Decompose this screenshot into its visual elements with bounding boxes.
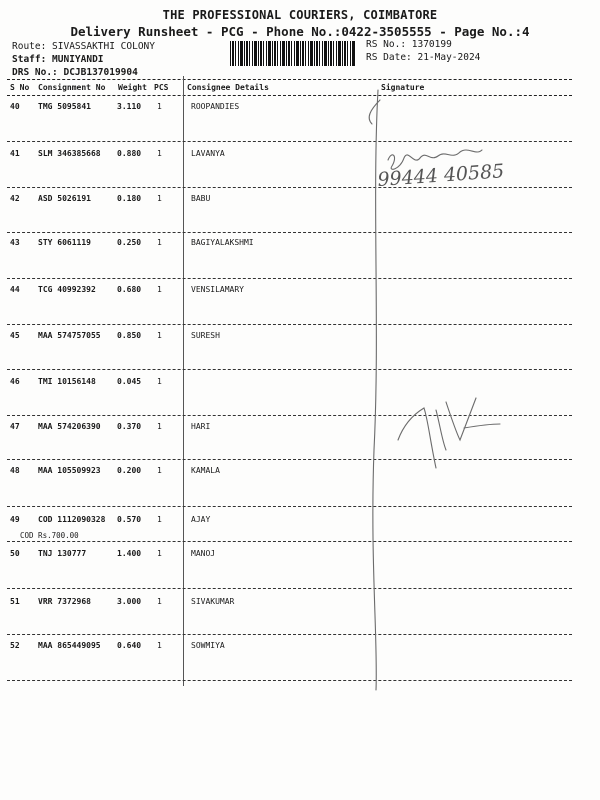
col-weight: Weight (118, 83, 147, 92)
rs-number: RS No.: 1370199 (366, 39, 452, 50)
row-pcs: 1 (157, 422, 162, 431)
staff-label: Staff: MUNIYANDI (12, 54, 104, 65)
row-sno: 52 (10, 641, 20, 650)
row-consignment: MAA 105509923 (38, 466, 101, 475)
row-pcs: 1 (157, 238, 162, 247)
row-sno: 42 (10, 194, 20, 203)
row-weight: 1.400 (117, 549, 142, 558)
row-pcs: 1 (157, 331, 162, 340)
row-consignee: HARI (191, 422, 211, 431)
row-sno: 44 (10, 285, 20, 294)
row-sno: 51 (10, 597, 20, 606)
cod-note: COD Rs.700.00 (20, 531, 79, 540)
row-consignment: MAA 865449095 (38, 641, 101, 650)
row-sno: 48 (10, 466, 20, 475)
row-pcs: 1 (157, 285, 162, 294)
row-weight: 0.680 (117, 285, 142, 294)
handwritten-phone: 99444 40585 (376, 160, 505, 191)
col-signature: Signature (381, 83, 425, 92)
row-consignee: SIVAKUMAR (191, 597, 235, 606)
signature-47-scrawl (398, 398, 500, 468)
rs-date: RS Date: 21-May-2024 (366, 52, 481, 63)
row-sno: 46 (10, 377, 20, 386)
row-consignment: COD 1112090328 (38, 515, 106, 524)
row-consignee: AJAY (191, 515, 211, 524)
row-sno: 50 (10, 549, 20, 558)
row-weight: 0.045 (117, 377, 142, 386)
row-consignment: TCG 40992392 (38, 285, 96, 294)
row-pcs: 1 (157, 194, 162, 203)
row-consignee: VENSILAMARY (191, 285, 244, 294)
row-weight: 0.570 (117, 515, 142, 524)
row-consignment: SLM 346385668 (38, 149, 101, 158)
row-weight: 0.250 (117, 238, 142, 247)
row-consignment: TNJ 130777 (38, 549, 87, 558)
row-sno: 43 (10, 238, 20, 247)
row-weight: 3.000 (117, 597, 142, 606)
row-pcs: 1 (157, 149, 162, 158)
row-consignee: KAMALA (191, 466, 220, 475)
row-weight: 0.850 (117, 331, 142, 340)
row-consignee: SURESH (191, 331, 220, 340)
row-pcs: 1 (157, 641, 162, 650)
row-pcs: 1 (157, 102, 162, 111)
row-consignment: VRR 7372968 (38, 597, 91, 606)
row-weight: 0.880 (117, 149, 142, 158)
row-consignee: BAGIYALAKSHMI (191, 238, 254, 247)
row-consignment: TMI 10156148 (38, 377, 96, 386)
col-sno: S No (10, 83, 30, 92)
row-consignee: LAVANYA (191, 149, 225, 158)
row-pcs: 1 (157, 377, 162, 386)
row-weight: 0.200 (117, 466, 142, 475)
row-sno: 45 (10, 331, 20, 340)
row-sno: 49 (10, 515, 20, 524)
row-pcs: 1 (157, 466, 162, 475)
row-pcs: 1 (157, 549, 162, 558)
row-consignee: ROOPANDIES (191, 102, 240, 111)
row-consignee: SOWMIYA (191, 641, 225, 650)
row-consignment: TMG 5095841 (38, 102, 91, 111)
row-sno: 47 (10, 422, 20, 431)
row-consignment: STY 6061119 (38, 238, 91, 247)
col-consignment: Consignment No (38, 83, 106, 92)
row-weight: 3.110 (117, 102, 142, 111)
col-consignee: Consignee Details (187, 83, 269, 92)
row-consignment: ASD 5026191 (38, 194, 91, 203)
row-consignment: MAA 574757055 (38, 331, 101, 340)
col-pcs: PCS (154, 83, 169, 92)
runsheet-title: Delivery Runsheet - PCG - Phone No.:0422-3505555 - Page No.:4 (70, 24, 530, 39)
row-sno: 40 (10, 102, 20, 111)
signature-hook-40 (369, 100, 380, 124)
company-name: THE PROFESSIONAL COURIERS, COIMBATORE (162, 8, 438, 22)
row-sno: 41 (10, 149, 20, 158)
row-weight: 0.640 (117, 641, 142, 650)
row-consignee: BABU (191, 194, 211, 203)
row-pcs: 1 (157, 515, 162, 524)
row-pcs: 1 (157, 597, 162, 606)
row-weight: 0.370 (117, 422, 142, 431)
row-weight: 0.180 (117, 194, 142, 203)
row-consignee: MANOJ (191, 549, 216, 558)
drs-number: DRS No.: DCJB137019904 (12, 67, 138, 78)
route-label: Route: SIVASSAKTHI COLONY (12, 41, 155, 52)
row-consignment: MAA 574206390 (38, 422, 101, 431)
